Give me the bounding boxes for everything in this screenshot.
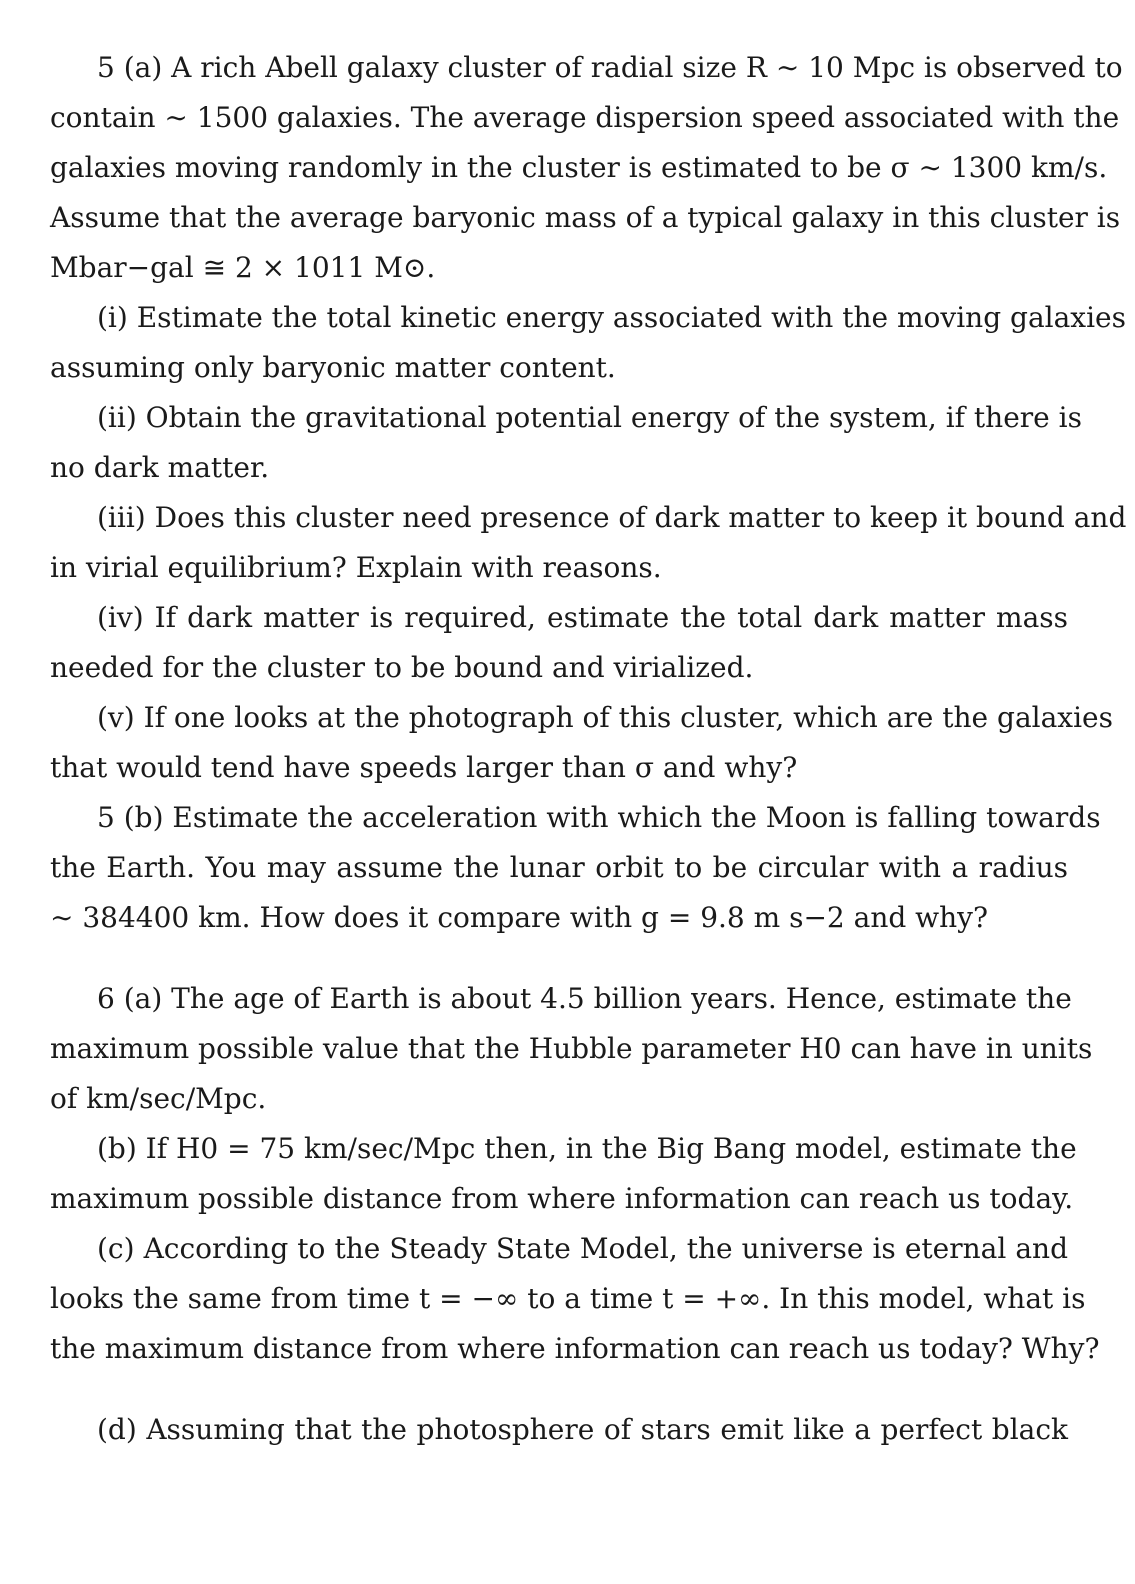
q6c-line-3: the maximum distance from where information can reach us today? Why? [50, 1332, 1100, 1365]
q5-ii-line-2: no dark matter. [50, 451, 270, 484]
q5a-line-5: Mbar−gal ≅ 2 × 1011 M⊙. [50, 251, 436, 284]
q5-iii-line-2: in virial equilibrium? Explain with reasons. [50, 551, 662, 584]
q5-v-line-2: that would tend have speeds larger than σ and why? [50, 751, 798, 784]
q5-iii-line-1: (iii) Does this cluster need presence of dark matter to keep it bound and [97, 501, 1127, 534]
q5-i-line-1: (i) Estimate the total kinetic energy associated with the moving galaxies [97, 301, 1126, 334]
q5b-line-1: 5 (b) Estimate the acceleration with which the Moon is falling towards [97, 801, 1101, 834]
q6c-line-2: looks the same from time t = −∞ to a time t = +∞. In this model, what is [50, 1282, 1086, 1315]
q5a-line-1: 5 (a) A rich Abell galaxy cluster of radial size R ∼ 10 Mpc is observed to [97, 51, 1123, 84]
q6a-line-2: maximum possible value that the Hubble parameter H0 can have in units [50, 1032, 1093, 1065]
q5b-line-2: the Earth. You may assume the lunar orbit to be circular with a radius [50, 851, 1068, 884]
q5-i-line-2: assuming only baryonic matter content. [50, 351, 616, 384]
q5-iv-line-2: needed for the cluster to be bound and virialized. [50, 651, 754, 684]
q5a-line-2: contain ∼ 1500 galaxies. The average dispersion speed associated with the [50, 101, 1120, 134]
q6a-line-3: of km/sec/Mpc. [50, 1082, 267, 1115]
q5a-line-3: galaxies moving randomly in the cluster is estimated to be σ ∼ 1300 km/s. [50, 151, 1108, 184]
q5-ii-line-1: (ii) Obtain the gravitational potential energy of the system, if there is [97, 401, 1082, 434]
q5a-line-4: Assume that the average baryonic mass of a typical galaxy in this cluster is [50, 201, 1121, 234]
q6b-line-1: (b) If H0 = 75 km/sec/Mpc then, in the Big Bang model, estimate the [97, 1132, 1077, 1165]
q5-v-line-1: (v) If one looks at the photograph of this cluster, which are the galaxies [97, 701, 1113, 734]
q5-iv-line-1: (iv) If dark matter is required, estimate the total dark matter mass [97, 601, 1068, 634]
q6d-line-1: (d) Assuming that the photosphere of stars emit like a perfect black [97, 1413, 1068, 1446]
q6b-line-2: maximum possible distance from where information can reach us today. [50, 1182, 1074, 1215]
q6a-line-1: 6 (a) The age of Earth is about 4.5 billion years. Hence, estimate the [97, 982, 1072, 1015]
q6c-line-1: (c) According to the Steady State Model, the universe is eternal and [97, 1232, 1068, 1265]
q5b-line-3: ∼ 384400 km. How does it compare with g = 9.8 m s−2 and why? [50, 901, 988, 934]
